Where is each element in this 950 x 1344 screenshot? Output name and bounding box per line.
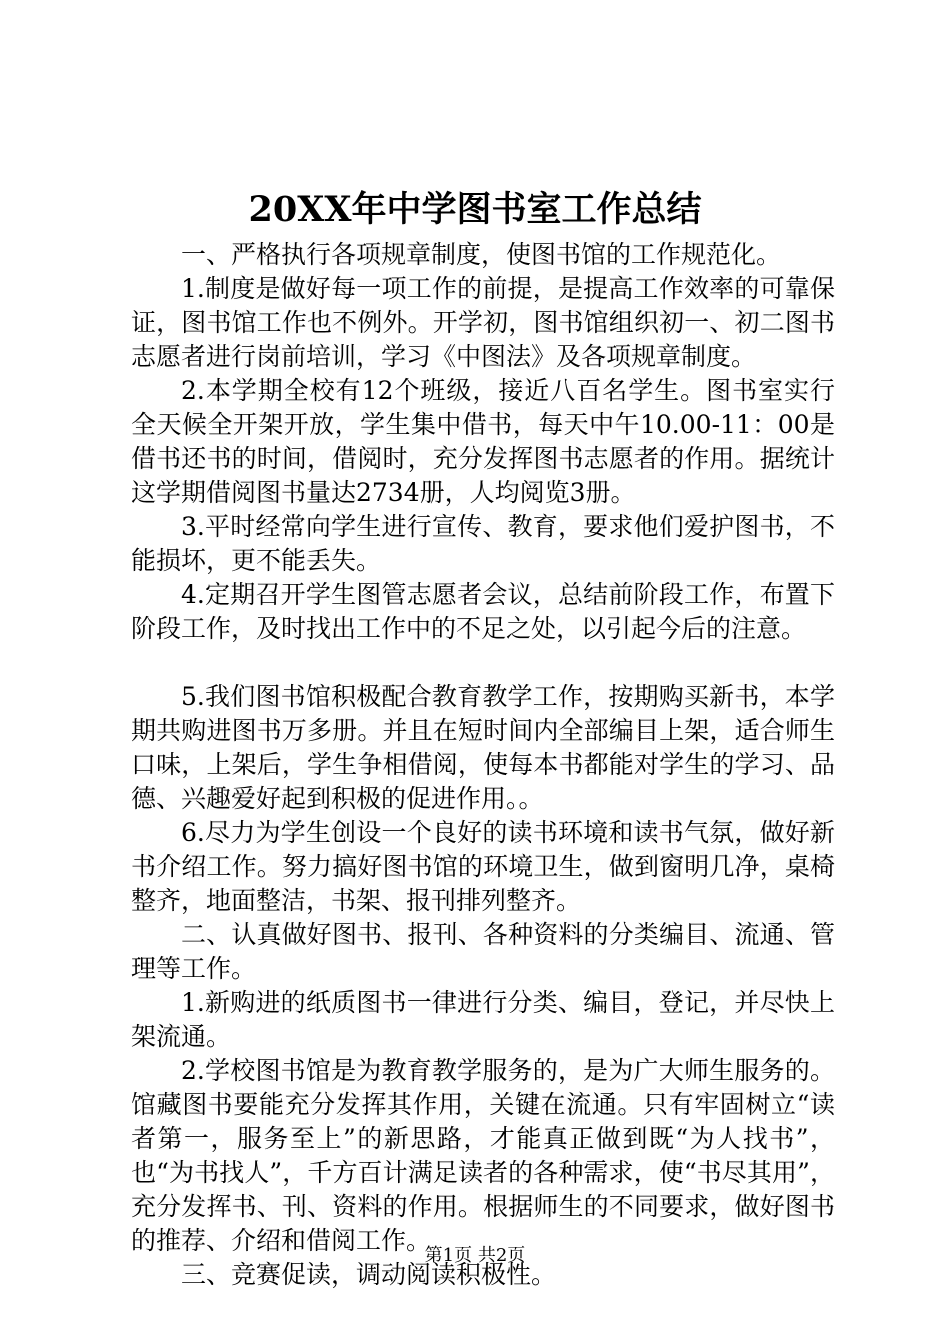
paragraph: 2.本学期全校有12个班级，接近八百名学生。图书室实行全天候全开架开放，学生集中借书，每天中午10.00-11：00是借书还书的时间，借阅时，充分发挥图书志愿者的作用。据统计这学期借阅图书量达2734册，人均阅览3册。 xyxy=(131,376,835,507)
section-heading: 一、严格执行各项规章制度，使图书馆的工作规范化。 xyxy=(181,240,782,269)
paragraph: 1.新购进的纸质图书一律进行分类、编目，登记，并尽快上架流通。 xyxy=(131,988,835,1051)
paragraph: 4.定期召开学生图管志愿者会议，总结前阶段工作，布置下阶段工作，及时找出工作中的不足之处，以引起今后的注意。 xyxy=(131,580,835,643)
section-heading: 三、竞赛促读，调动阅读积极性。 xyxy=(181,1260,557,1289)
paragraph: 3.平时经常向学生进行宣传、教育，要求他们爱护图书，不能损坏，更不能丢失。 xyxy=(131,512,835,575)
paragraph: 6.尽力为学生创设一个良好的读书环境和读书气氛，做好新书介绍工作。努力搞好图书馆的环境卫生，做到窗明几净，桌椅整齐，地面整洁，书架、报刊排列整齐。 xyxy=(131,818,835,915)
document-body xyxy=(131,238,835,1292)
paragraph: 1.制度是做好每一项工作的前提，是提高工作效率的可靠保证，图书馆工作也不例外。开学初，图书馆组织初一、初二图书志愿者进行岗前培训，学习《中图法》及各项规章制度。 xyxy=(131,274,835,371)
page-number-footer: 第1页 共2页 xyxy=(424,1245,526,1266)
section-heading: 二、认真做好图书、报刊、各种资料的分类编目、流通、管理等工作。 xyxy=(131,920,835,983)
paragraph: 2.学校图书馆是为教育教学服务的，是为广大师生服务的。馆藏图书要能充分发挥其作用，关键在流通。只有牢固树立“读者第一，服务至上”的新思路，才能真正做到既“为人找书”，也“为书找人”，千方百计满足读者的各种需求，使“书尽其用”，充分发挥书、刊、资料的作用。根据师生的不同要求，做好图书的推荐、介绍和借阅工作。 xyxy=(131,1056,835,1255)
paragraph: 5.我们图书馆积极配合教育教学工作，按期购买新书，本学期共购进图书万多册。并且在短时间内全部编目上架，适合师生口味，上架后，学生争相借阅，使每本书都能对学生的学习、品德、兴趣爱好起到积极的促进作用。。 xyxy=(131,682,835,813)
document-title: 20XX年中学图书室工作总结 xyxy=(248,189,702,230)
